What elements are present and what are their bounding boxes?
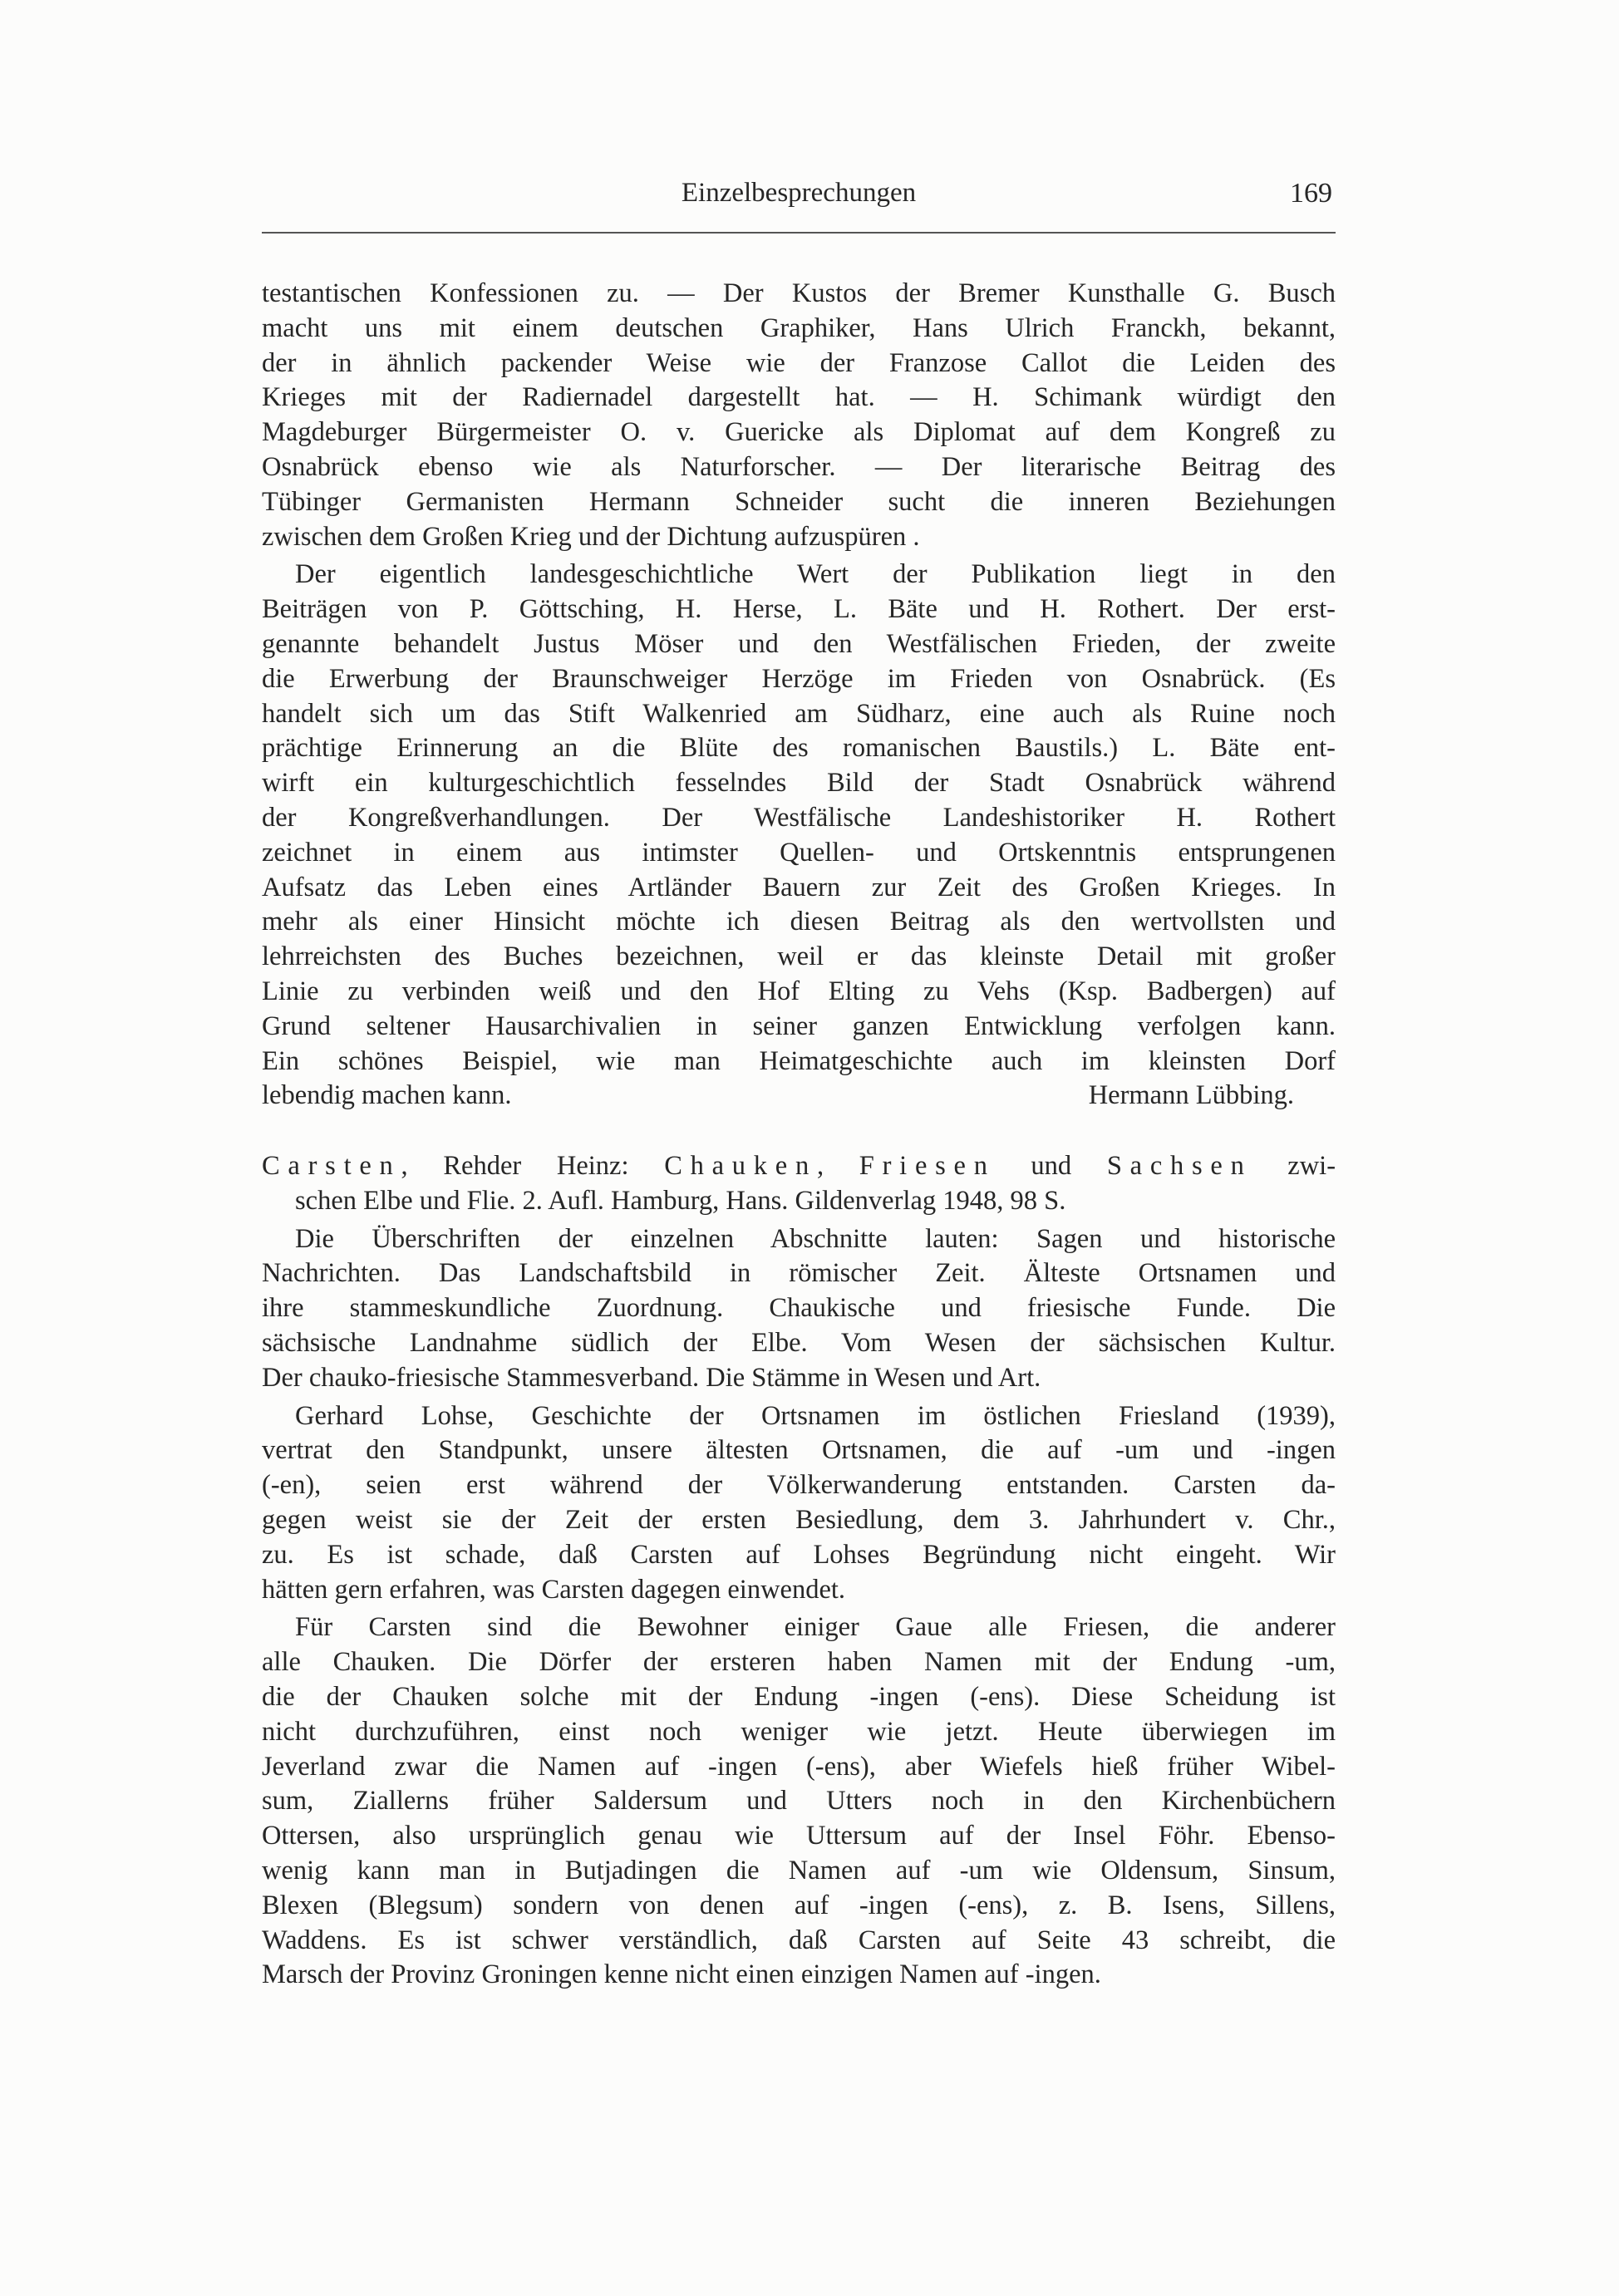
- text-line: zwischen dem Großen Krieg und der Dichtung aufzuspüren .: [262, 521, 920, 552]
- text-line: (-en), seien erst während der Völkerwanderung entstanden. Carsten da-: [262, 1470, 1336, 1501]
- text-line: Ein schönes Beispiel, wie man Heimatgeschichte auch im kleinsten Dorf: [262, 1045, 1336, 1076]
- text-line: Der eigentlich landesgeschichtliche Wert der Publikation liegt in den: [295, 559, 1336, 590]
- text-line: Jeverland zwar die Namen auf -ingen (-ens), aber Wiefels hieß früher Wibel-: [262, 1751, 1336, 1782]
- citation-line: schen Elbe und Flie. 2. Aufl. Hamburg, Hans. Gildenverlag 1948, 98 S.: [295, 1185, 1066, 1216]
- running-title: Einzelbesprechungen: [681, 178, 917, 208]
- text-line: handelt sich um das Stift Walkenried am Südharz, eine auch als Ruine noch: [262, 698, 1336, 729]
- spaced-title-word: Carsten: [262, 1151, 401, 1181]
- text-line: macht uns mit einem deutschen Graphiker, Hans Ulrich Franckh, bekannt,: [262, 312, 1336, 343]
- page-number: 169: [1290, 178, 1332, 209]
- text-line: hätten gern erfahren, was Carsten dagegen einwendet.: [262, 1574, 846, 1605]
- text-line: mehr als einer Hinsicht möchte ich diesen Beitrag als den wertvollsten und: [262, 907, 1336, 937]
- text-line: testantischen Konfessionen zu. — Der Kustos der Bremer Kunsthalle G. Busch: [262, 278, 1336, 308]
- citation-text: zwi-: [1252, 1151, 1336, 1181]
- text-line: Der chauko-friesische Stammesverband. Die Stämme in Wesen und Art.: [262, 1362, 1041, 1393]
- text-line: zeichnet in einem aus intimster Quellen- und Ortskenntnis entsprungenen: [262, 837, 1336, 868]
- text-line: wenig kann man in Butjadingen die Namen auf -um wie Oldensum, Sinsum,: [262, 1855, 1336, 1885]
- review-lubbing: [262, 277, 1336, 1114]
- citation-text: , Rehder Heinz:: [401, 1151, 665, 1181]
- text-line: Gerhard Lohse, Geschichte der Ortsnamen im östlichen Friesland (1939),: [295, 1400, 1336, 1431]
- text-line: der in ähnlich packender Weise wie der Franzose Callot die Leiden des: [262, 347, 1336, 378]
- text-line: Krieges mit der Radiernadel dargestellt hat. — H. Schimank würdigt den: [262, 382, 1336, 413]
- text-line: alle Chauken. Die Dörfer der ersteren haben Namen mit der Endung -um,: [262, 1647, 1336, 1678]
- text-line: Waddens. Es ist schwer verständlich, daß Carsten auf Seite 43 schreibt, die: [262, 1925, 1336, 1955]
- text-line: Blexen (Blegsum) sondern von denen auf -ingen (-ens), z. B. Isens, Sillens,: [262, 1890, 1336, 1920]
- text-line: Magdeburger Bürgermeister O. v. Guericke als Diplomat auf dem Kongreß zu: [262, 417, 1336, 448]
- text-line: die Erwerbung der Braunschweiger Herzöge im Frieden von Osnabrück. (Es: [262, 663, 1336, 694]
- text-line: Marsch der Provinz Groningen kenne nicht einen einzigen Namen auf -ingen.: [262, 1959, 1101, 1990]
- text-line: Die Überschriften der einzelnen Abschnitte lauten: Sagen und historische: [295, 1223, 1336, 1254]
- text-line: Tübinger Germanisten Hermann Schneider sucht die inneren Beziehungen: [262, 486, 1336, 517]
- text-line: sächsische Landnahme südlich der Elbe. Vom Wesen der sächsischen Kultur.: [262, 1327, 1336, 1358]
- text-line: Ottersen, also ursprünglich genau wie Uttersum auf der Insel Föhr. Ebenso-: [262, 1821, 1336, 1851]
- citation-text: und: [995, 1151, 1107, 1181]
- text-line: Linie zu verbinden weiß und den Hof Elting zu Vehs (Ksp. Badbergen) auf: [262, 976, 1336, 1006]
- text-line: nicht durchzuführen, einst noch weniger wie jetzt. Heute überwiegen im: [262, 1716, 1336, 1747]
- text-line: sum, Ziallerns früher Saldersum und Utters noch in den Kirchenbüchern: [262, 1786, 1336, 1817]
- text-line: Grund seltener Hausarchivalien in seiner ganzen Entwicklung verfolgen kann.: [262, 1010, 1336, 1041]
- text-line: Beiträgen von P. Göttsching, H. Herse, L. Bäte und H. Rothert. Der erst-: [262, 594, 1336, 625]
- header-rule: [262, 232, 1336, 234]
- citation-line: [262, 1149, 1336, 1184]
- text-line: lebendig machen kann. Hermann Lübbing.: [262, 1079, 1336, 1114]
- text-line: vertrat den Standpunkt, unsere ältesten Ortsnamen, die auf -um und -ingen: [262, 1435, 1336, 1466]
- spaced-title-word: Sachsen: [1106, 1151, 1252, 1181]
- spaced-title-word: Chauken: [664, 1151, 817, 1181]
- review-carsten: [262, 1149, 1336, 1993]
- text-line: wirft ein kulturgeschichtlich fesselndes Bild der Stadt Osnabrück während: [262, 768, 1336, 799]
- text-line: gegen weist sie der Zeit der ersten Besiedlung, dem 3. Jahrhundert v. Chr.,: [262, 1504, 1336, 1535]
- text-line: der Kongreßverhandlungen. Der Westfälische Landeshistoriker H. Rothert: [262, 802, 1336, 833]
- text-line: lehrreichsten des Buches bezeichnen, weil er das kleinste Detail mit großer: [262, 942, 1336, 972]
- text-line: zu. Es ist schade, daß Carsten auf Lohses Begründung nicht eingeht. Wir: [262, 1539, 1336, 1570]
- citation-text: ,: [816, 1151, 859, 1181]
- reviewer-signature: Hermann Lübbing.: [1088, 1080, 1294, 1111]
- text-line: Nachrichten. Das Landschaftsbild in römischer Zeit. Älteste Ortsnamen und: [262, 1258, 1336, 1289]
- text-line: die der Chauken solche mit der Endung -ingen (-ens). Diese Scheidung ist: [262, 1681, 1336, 1712]
- spaced-title-word: Friesen: [859, 1151, 996, 1181]
- text-line: Osnabrück ebenso wie als Naturforscher. — Der literarische Beitrag des: [262, 451, 1336, 482]
- running-header: [262, 178, 1336, 219]
- text-line: genannte behandelt Justus Möser und den Westfälischen Frieden, der zweite: [262, 628, 1336, 659]
- text-line: prächtige Erinnerung an die Blüte des romanischen Baustils.) L. Bäte ent-: [262, 733, 1336, 764]
- text-line: Aufsatz das Leben eines Artländer Bauern zur Zeit des Großen Krieges. In: [262, 872, 1336, 902]
- text-line: Für Carsten sind die Bewohner einiger Gaue alle Friesen, die anderer: [295, 1612, 1336, 1643]
- text-line: ihre stammeskundliche Zuordnung. Chaukische und friesische Funde. Die: [262, 1293, 1336, 1324]
